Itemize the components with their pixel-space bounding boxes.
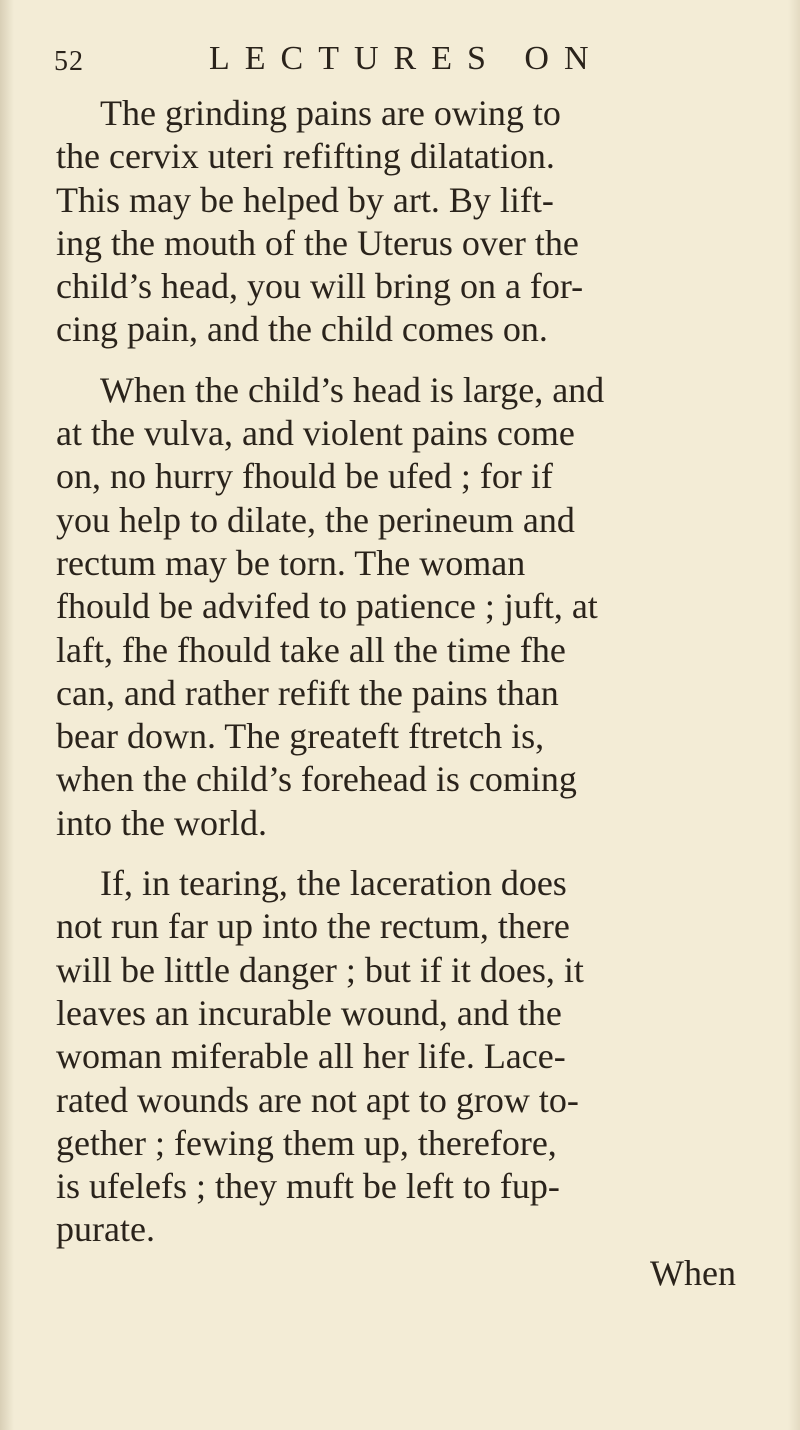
text-line: is ufelefs ; they muft be left to fup- — [56, 1166, 560, 1207]
text-line: cing pain, and the child comes on. — [56, 309, 548, 350]
catchword: When — [650, 1252, 736, 1293]
page-edge-shadow — [788, 0, 800, 1430]
body-text — [56, 92, 756, 1295]
text-line: into the world. — [56, 802, 267, 843]
paragraph — [56, 862, 756, 1252]
text-line: This may be helped by art. By lift- — [56, 179, 554, 220]
text-line: on, no hurry fhould be ufed ; for if — [56, 456, 553, 497]
text-line: not run far up into the rectum, there — [56, 906, 570, 947]
text-line: laft, fhe fhould take all the time fhe — [56, 629, 566, 670]
text-line: fhould be advifed to patience ; juft, at — [56, 586, 598, 627]
text-line: the cervix uteri refifting dilatation. — [56, 136, 555, 177]
page-number: 52 — [54, 46, 84, 77]
text-line: When the child’s head is large, and — [100, 369, 605, 410]
paragraph — [56, 92, 756, 352]
text-line: child’s head, you will bring on a for- — [56, 266, 584, 307]
paragraph — [56, 369, 756, 845]
running-head-title: LECTURES ON — [209, 40, 604, 77]
text-line: leaves an incurable wound, and the — [56, 992, 562, 1033]
text-line: can, and rather refift the pains than — [56, 672, 559, 713]
text-line: when the child’s forehead is coming — [56, 759, 577, 800]
text-line: The grinding pains are owing to — [100, 93, 561, 133]
text-line: at the vulva, and violent pains come — [56, 413, 575, 454]
text-line: gether ; fewing them up, therefore, — [56, 1122, 557, 1163]
text-line: you help to dilate, the perineum and — [56, 499, 575, 540]
text-line: rated wounds are not apt to grow to- — [56, 1079, 579, 1120]
text-line: rectum may be torn. The woman — [56, 542, 526, 583]
text-line: bear down. The greateft ftretch is, — [56, 716, 545, 757]
text-line: purate. — [56, 1209, 155, 1250]
page-gutter-shadow — [0, 0, 14, 1430]
text-line: If, in tearing, the laceration does — [100, 863, 567, 904]
text-line: will be little danger ; but if it does, it — [56, 949, 584, 990]
text-line: woman miferable all her life. Lace- — [56, 1036, 566, 1077]
text-line: ing the mouth of the Uterus over the — [56, 222, 579, 263]
running-head — [54, 40, 614, 86]
